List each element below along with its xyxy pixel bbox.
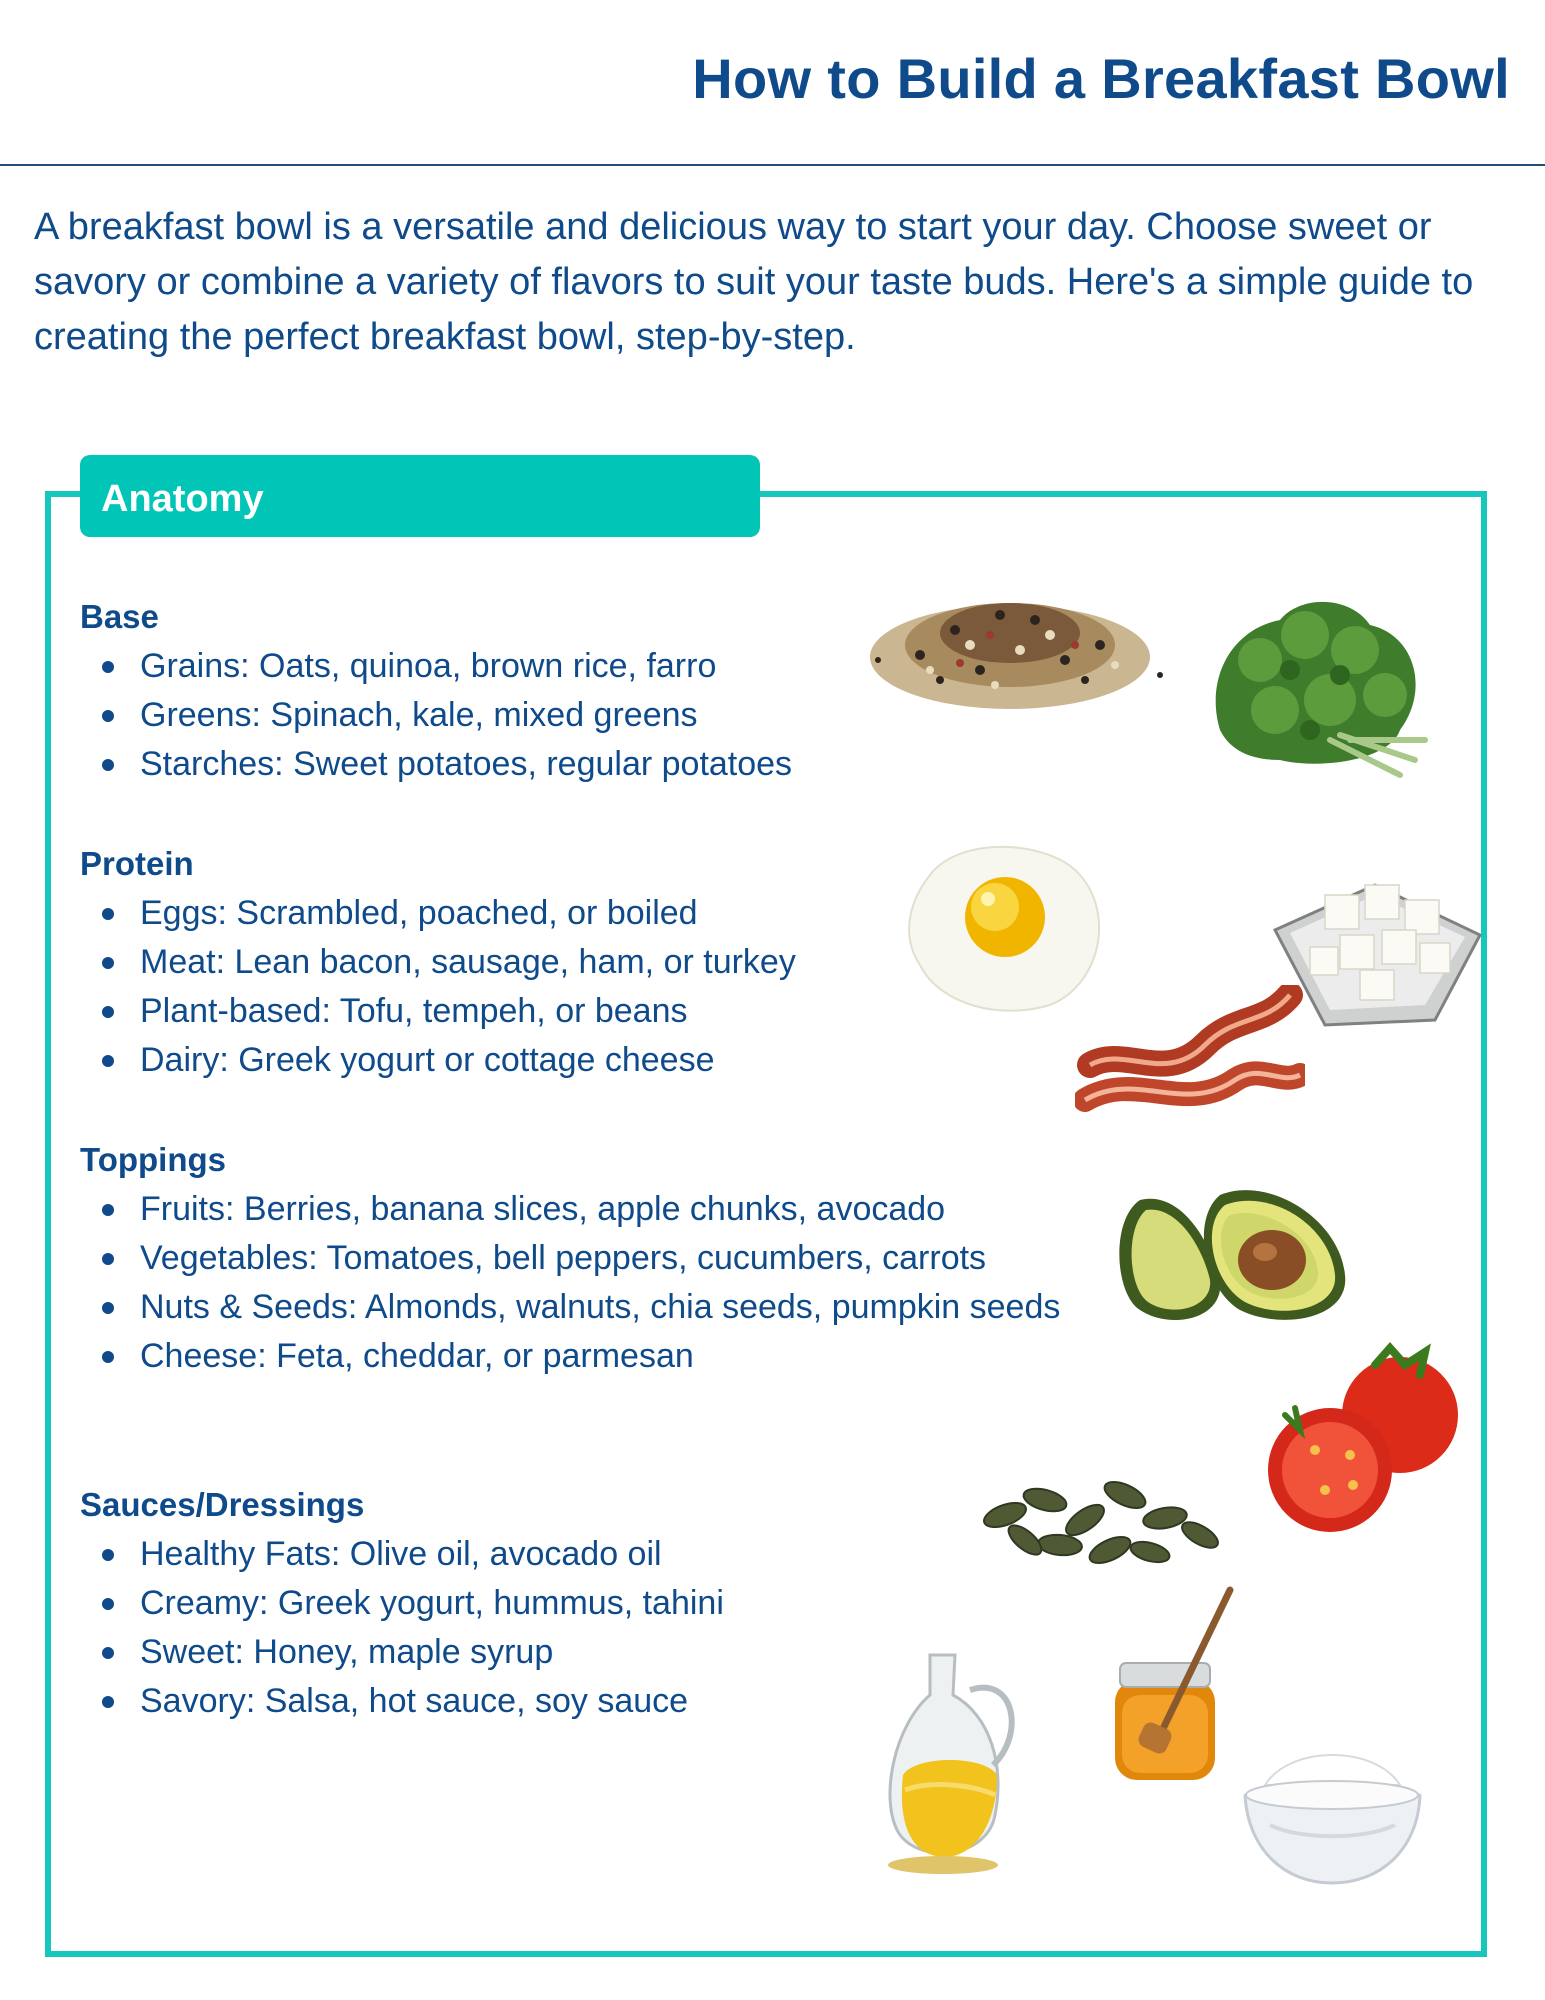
list-item: Healthy Fats: Olive oil, avocado oil [80,1530,724,1579]
bacon-image [1075,985,1305,1130]
yogurt-image [1240,1735,1425,1890]
list-item: Meat: Lean bacon, sausage, ham, or turkey [80,938,980,987]
section-heading: Protein [80,845,194,882]
list-item: Greens: Spinach, kale, mixed greens [80,691,792,740]
list-item: Creamy: Greek yogurt, hummus, tahini [80,1579,724,1628]
section-list [80,1530,724,1726]
list-item: Cheese: Feta, cheddar, or parmesan [80,1332,1090,1381]
avocado-image [1110,1180,1350,1330]
page-title: How to Build a Breakfast Bowl [692,47,1510,110]
list-item: Fruits: Berries, banana slices, apple chunks, avocado [80,1185,1090,1234]
list-item: Dairy: Greek yogurt or cottage cheese [80,1036,980,1085]
header-divider [0,164,1545,166]
pumpkin-seeds-image [965,1460,1230,1580]
list-item: Nuts & Seeds: Almonds, walnuts, chia seeds, pumpkin seeds [80,1283,1090,1332]
honey-image [1100,1585,1245,1790]
intro-paragraph: A breakfast bowl is a versatile and delicious way to start your day. Choose sweet or savory or combine a variety of flavors to suit your taste buds. Here's a simple guide to creating the perfect breakfast bowl, step-by-step. [34,206,1474,358]
section-protein [80,839,980,1085]
olive-oil-image [875,1645,1030,1880]
section-sauces [80,1480,724,1726]
list-item: Savory: Salsa, hot sauce, soy sauce [80,1677,724,1726]
section-base [80,592,792,789]
quinoa-image [860,575,1170,725]
kale-image [1200,590,1440,790]
list-item: Vegetables: Tomatoes, bell peppers, cucumbers, carrots [80,1234,1090,1283]
list-item: Sweet: Honey, maple syrup [80,1628,724,1677]
section-list [80,1185,1090,1381]
section-heading: Sauces/Dressings [80,1486,365,1523]
list-item: Grains: Oats, quinoa, brown rice, farro [80,642,792,691]
section-list [80,642,792,789]
list-item: Eggs: Scrambled, poached, or boiled [80,889,980,938]
section-list [80,889,980,1085]
anatomy-tab: Anatomy [80,455,760,537]
section-heading: Base [80,598,159,635]
list-item: Starches: Sweet potatoes, regular potatoes [80,740,792,789]
list-item: Plant-based: Tofu, tempeh, or beans [80,987,980,1036]
section-heading: Toppings [80,1141,227,1178]
section-toppings [80,1135,1090,1381]
tomato-image [1265,1330,1465,1540]
